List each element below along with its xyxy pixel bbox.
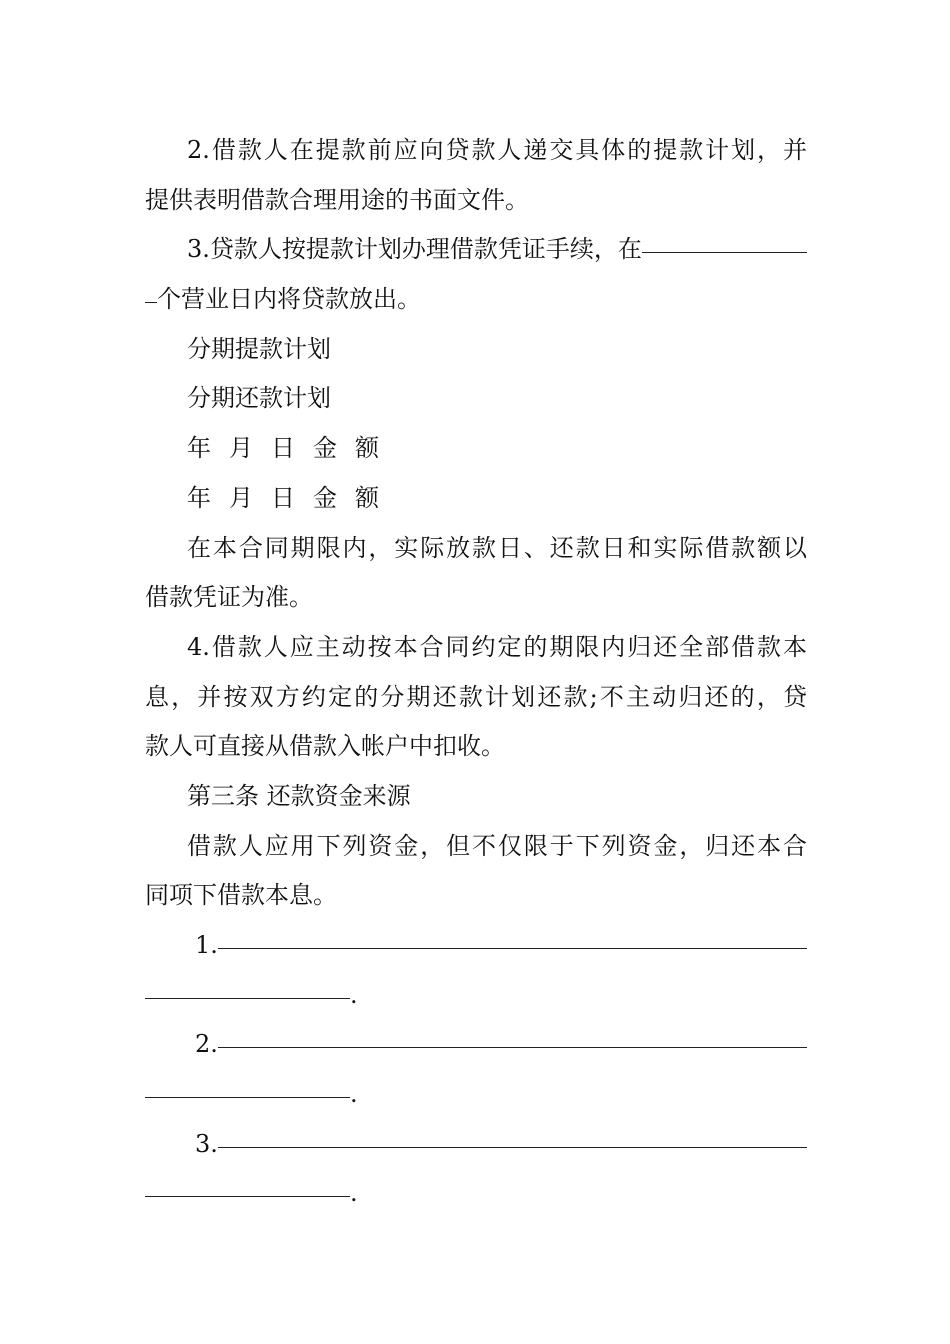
funding-source-2-period: . bbox=[350, 1080, 358, 1109]
paragraph-3-line-2 bbox=[145, 275, 807, 325]
date-amount-header-2: 年月日金额 bbox=[187, 483, 397, 512]
drawdown-plan-heading: 分期提款计划 bbox=[187, 334, 331, 363]
note-line-2: 借款凭证为准。 bbox=[145, 583, 313, 612]
paragraph-4-line-3: 款人可直接从借款入帐户中扣收。 bbox=[145, 732, 505, 761]
funding-source-1-line-2 bbox=[145, 971, 807, 1021]
paragraph-4-line-2: 息，并按双方约定的分期还款计划还款;不主动归还的，贷 bbox=[145, 682, 807, 711]
paragraph-4-line-1: 4.借款人应主动按本合同约定的期限内归还全部借款本 bbox=[187, 632, 807, 661]
article-3-line-1: 借款人应用下列资金，但不仅限于下列资金，归还本合 bbox=[187, 831, 807, 860]
business-days-blank-line bbox=[642, 225, 807, 253]
paragraph-2-line-1: 2.借款人在提款前应向贷款人递交具体的提款计划，并 bbox=[187, 136, 807, 164]
funding-source-3-line-2 bbox=[145, 1169, 807, 1219]
document-body bbox=[145, 126, 807, 1219]
note-line-1: 在本合同期限内，实际放款日、还款日和实际借款额以 bbox=[187, 533, 807, 562]
funding-source-3-period: . bbox=[350, 1179, 358, 1208]
funding-source-3-number: 3. bbox=[195, 1129, 218, 1158]
repayment-plan-heading: 分期还款计划 bbox=[187, 384, 331, 413]
funding-source-2-number: 2. bbox=[195, 1030, 218, 1059]
date-amount-header-1: 年月日金额 bbox=[187, 434, 397, 463]
funding-source-3-blank bbox=[218, 1120, 807, 1148]
funding-source-2-blank bbox=[218, 1020, 807, 1048]
paragraph-3-line-1 bbox=[145, 225, 807, 275]
paragraph-3-text-2: 个营业日内将贷款放出。 bbox=[157, 285, 421, 314]
funding-source-1-blank-cont bbox=[145, 971, 350, 999]
funding-source-3-blank-cont bbox=[145, 1169, 350, 1197]
funding-source-2-line-2 bbox=[145, 1070, 807, 1120]
funding-source-1-period: . bbox=[350, 980, 358, 1009]
funding-source-1-number: 1. bbox=[195, 931, 218, 959]
funding-source-2-blank-cont bbox=[145, 1070, 350, 1098]
article-3-title: 第三条 还款资金来源 bbox=[187, 781, 411, 810]
funding-source-1-blank bbox=[218, 921, 807, 949]
funding-source-3-line-1 bbox=[145, 1120, 807, 1170]
funding-source-2-line-1 bbox=[145, 1020, 807, 1070]
paragraph-2-line-2: 提供表明借款合理用途的书面文件。 bbox=[145, 185, 529, 214]
funding-source-1-line-1 bbox=[145, 921, 807, 971]
paragraph-3-text: 3.贷款人按提款计划办理借款凭证手续，在 bbox=[187, 235, 642, 264]
business-days-blank-tail bbox=[145, 275, 157, 303]
article-3-line-2: 同项下借款本息。 bbox=[145, 881, 337, 910]
